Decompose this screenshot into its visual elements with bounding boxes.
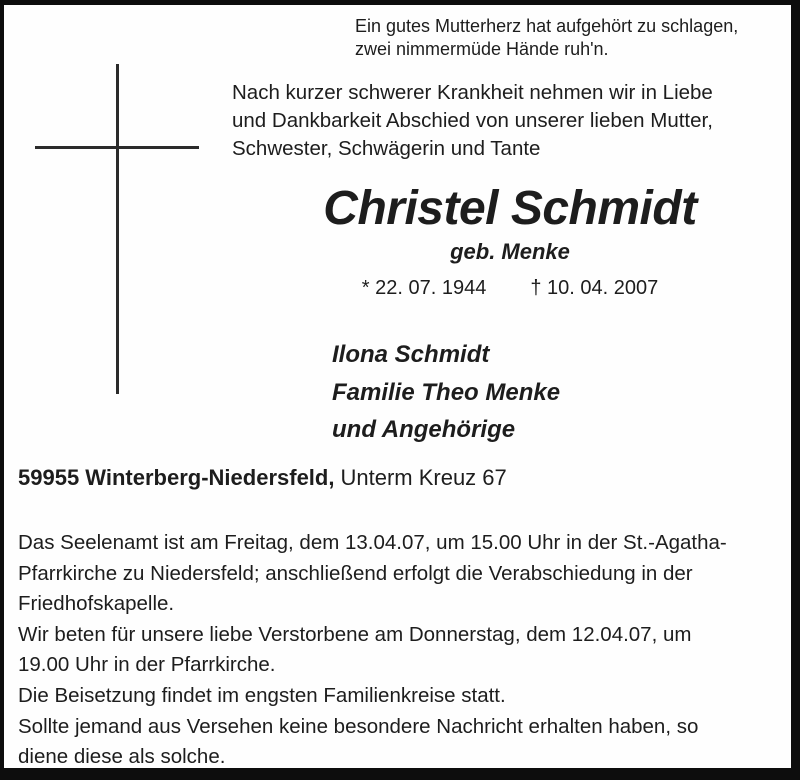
- details-line: diene diese als solche.: [18, 745, 226, 769]
- life-dates: [220, 277, 800, 300]
- details-line: Das Seelenamt ist am Freitag, dem 13.04.07, um 15.00 Uhr in der St.-Agatha-: [18, 531, 727, 554]
- address-city: 59955 Winterberg-Niedersfeld,: [18, 465, 335, 490]
- intro-line: Nach kurzer schwerer Krankheit nehmen wir in Liebe: [232, 81, 713, 104]
- cross-horizontal-bar: [35, 146, 199, 149]
- details-line: Pfarrkirche zu Niedersfeld; anschließend erfolgt die Verabschiedung in der: [18, 561, 693, 585]
- address-line: [18, 465, 507, 491]
- death-date: † 10. 04. 2007: [530, 277, 659, 299]
- mourners-list: [332, 336, 560, 449]
- epigraph-line: Ein gutes Mutterherz hat aufgehört zu schlagen,: [355, 16, 739, 36]
- mourner-line: und Angehörige: [332, 416, 516, 443]
- details-line: Sollte jemand aus Versehen keine besondere Nachricht erhalten haben, so: [18, 714, 699, 738]
- birth-date: * 22. 07. 1944: [361, 277, 487, 299]
- address-street: Unterm Kreuz 67: [340, 465, 507, 490]
- details-line: Wir beten für unsere liebe Verstorbene am Donnerstag, dem 12.04.07, um: [18, 622, 692, 646]
- details-line: Die Beisetzung findet im engsten Familienkreise statt.: [18, 683, 506, 707]
- details-line: Friedhofskapelle.: [18, 592, 175, 616]
- details-line: 19.00 Uhr in der Pfarrkirche.: [18, 653, 276, 677]
- mourner-line: Ilona Schmidt: [332, 341, 490, 368]
- deceased-name: Christel Schmidt: [323, 182, 697, 235]
- maiden-name: geb. Menke: [450, 239, 570, 264]
- epigraph: [355, 15, 738, 61]
- intro-line: Schwester, Schwägerin und Tante: [232, 137, 541, 160]
- intro-text: [232, 79, 713, 163]
- deceased-block: [220, 182, 800, 265]
- intro-line: und Dankbarkeit Abschied von unserer lieben Mutter,: [232, 109, 713, 132]
- mourner-line: Familie Theo Menke: [332, 378, 561, 406]
- cross-vertical-bar: [116, 64, 119, 394]
- funeral-details: [18, 528, 727, 773]
- epigraph-line: zwei nimmermüde Hände ruh'n.: [355, 39, 609, 59]
